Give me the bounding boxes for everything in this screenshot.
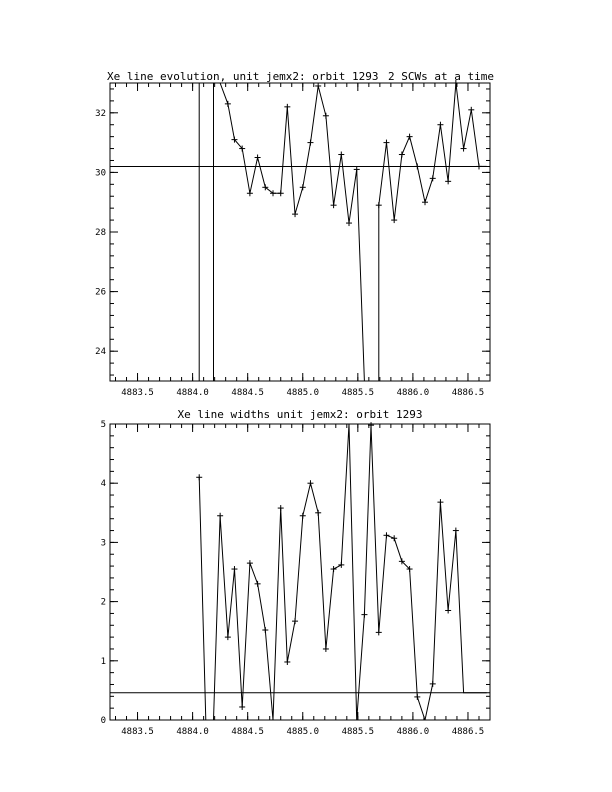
bottom-y-tick-label: 0 <box>100 716 106 726</box>
top-data-point <box>331 202 337 208</box>
bottom-data-point <box>307 480 313 486</box>
top-x-tick-label: 4883.5 <box>121 388 154 398</box>
top-x-tick-label: 4884.5 <box>231 388 264 398</box>
top-data-point <box>315 83 321 89</box>
top-data-point <box>422 199 428 205</box>
bottom-data-point <box>437 499 443 505</box>
top-data-point <box>461 146 467 152</box>
bottom-x-tick-label: 4885.5 <box>341 727 375 737</box>
bottom-data-point <box>239 704 245 710</box>
top-data-point <box>225 101 231 107</box>
bottom-data-point <box>278 505 284 511</box>
bottom-data-point <box>361 612 367 618</box>
top-data-point <box>476 163 482 169</box>
top-data-point <box>323 113 329 119</box>
top-panel-subtitle: 2 SCWs at a time <box>388 70 494 83</box>
bottom-data-point <box>331 566 337 572</box>
bottom-data-point <box>338 562 344 568</box>
bottom-y-tick-label: 2 <box>100 597 106 608</box>
bottom-data-point <box>196 474 202 480</box>
top-y-tick-label: 24 <box>95 347 106 358</box>
bottom-data-point <box>217 513 223 519</box>
bottom-x-tick-label: 4886.5 <box>451 727 485 737</box>
top-data-point <box>338 152 344 158</box>
bottom-data-point <box>300 513 306 519</box>
top-data-point <box>247 190 253 196</box>
bottom-x-tick-label: 4885.0 <box>286 727 320 737</box>
top-y-tick-label: 28 <box>95 228 106 238</box>
bottom-x-tick-label: 4883.5 <box>121 727 154 737</box>
top-data-point <box>300 184 306 190</box>
bottom-data-point <box>284 659 290 665</box>
top-data-point <box>292 211 298 217</box>
top-data-point <box>437 122 443 128</box>
top-x-tick-label: 4886.0 <box>396 388 430 398</box>
bottom-data-point <box>231 566 237 572</box>
top-series-line <box>199 83 487 381</box>
bottom-y-tick-label: 5 <box>100 420 106 430</box>
bottom-data-point <box>262 627 268 633</box>
top-data-point <box>346 220 352 226</box>
bottom-data-point <box>445 607 451 613</box>
bottom-y-tick-label: 4 <box>100 479 106 490</box>
bottom-y-tick-label: 1 <box>100 656 106 667</box>
bottom-y-tick-label: 3 <box>100 538 106 549</box>
bottom-series-line <box>199 424 487 720</box>
bottom-data-point <box>376 629 382 635</box>
bottom-data-point <box>414 694 420 700</box>
top-x-tick-label: 4885.5 <box>341 388 375 398</box>
bottom-x-tick-label: 4884.0 <box>176 727 209 737</box>
bottom-data-point <box>391 535 397 541</box>
top-x-tick-label: 4886.5 <box>451 388 485 398</box>
top-panel-title: Xe line evolution, unit jemx2: orbit 1293 <box>107 70 379 83</box>
bottom-data-point <box>255 581 261 587</box>
top-data-point <box>376 202 382 208</box>
bottom-data-point <box>292 618 298 624</box>
bottom-data-point <box>430 681 436 687</box>
bottom-panel-title: Xe line widths unit jemx2: orbit 1293 <box>177 408 423 421</box>
bottom-x-tick-label: 4886.0 <box>396 727 430 737</box>
top-data-point <box>445 178 451 184</box>
top-data-point <box>414 163 420 169</box>
bottom-data-point <box>225 634 231 640</box>
bottom-data-point <box>247 560 253 566</box>
top-data-point <box>278 190 284 196</box>
top-y-tick-label: 30 <box>95 168 106 179</box>
top-panel <box>95 70 494 398</box>
top-data-point <box>354 166 360 172</box>
bottom-data-point <box>453 528 459 534</box>
top-data-point <box>383 140 389 146</box>
top-data-point <box>430 175 436 181</box>
bottom-data-point <box>323 646 329 652</box>
bottom-x-tick-label: 4884.5 <box>231 727 264 737</box>
top-plot-frame <box>110 83 490 381</box>
bottom-panel <box>101 408 490 737</box>
top-data-point <box>284 104 290 110</box>
top-data-point <box>468 107 474 113</box>
bottom-data-point <box>315 510 321 516</box>
top-y-tick-label: 32 <box>95 108 106 119</box>
top-x-tick-label: 4884.0 <box>176 388 209 398</box>
top-data-point <box>407 134 413 140</box>
top-data-point <box>307 140 313 146</box>
top-data-point <box>255 155 261 161</box>
top-data-point <box>399 152 405 158</box>
top-y-tick-label: 26 <box>95 287 106 298</box>
top-data-point <box>391 217 397 223</box>
top-x-tick-label: 4885.0 <box>286 388 320 398</box>
bottom-data-point <box>383 532 389 538</box>
